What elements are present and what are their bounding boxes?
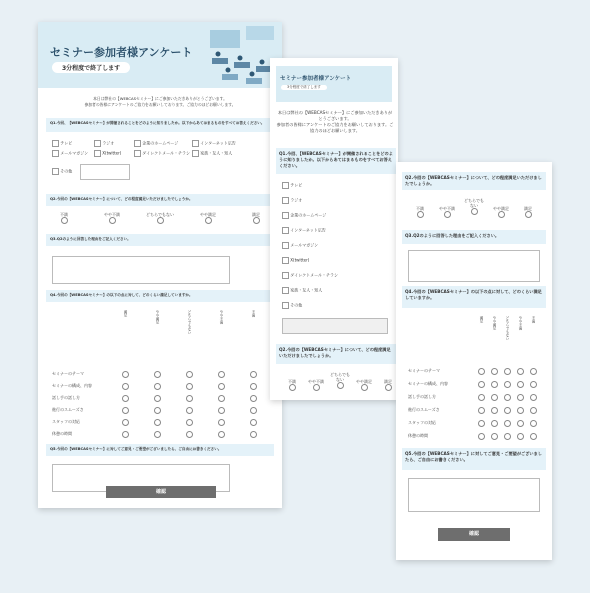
tablet-q2-scale (276, 372, 396, 396)
q4-radio-r3-c0[interactable] (122, 407, 129, 414)
tablet-q1-opt-5[interactable]: X(twitter) (282, 257, 309, 264)
q1-option-x[interactable]: X(twitter) (94, 150, 121, 157)
q4-row-3-label: 進行のスムーズさ (52, 407, 84, 412)
q2-opt-1[interactable]: やや不満 (112, 212, 124, 225)
mobile-q4-radio-r5-c4[interactable] (530, 433, 537, 440)
tablet-q2-heading: Q2.今回の【WEBCASセミナー】について、どの程度満足いただけましたでしょうか。 (276, 344, 396, 364)
mobile-q5-textarea[interactable] (408, 478, 540, 512)
mobile-q4-radio-r2-c0[interactable] (478, 394, 485, 401)
mobile-q3-heading: Q3.Q2のように回答した理由をご記入ください。 (402, 230, 546, 244)
q4-radio-r2-c4[interactable] (250, 395, 257, 402)
q1-heading: Q1.今回、【WEBCASセミナー】が開催されることをどのように知りましたか。以下からあてはまるものをすべてお答えください。 (46, 118, 274, 132)
mobile-q4-radio-r3-c3[interactable] (517, 407, 524, 414)
tablet-q2-opt-1[interactable]: やや不満 (316, 379, 328, 392)
q4-col-1: やや満足 (156, 310, 160, 324)
tablet-q2-opt-3[interactable]: やや満足 (364, 379, 376, 392)
q4-row-2-label: 話し手の話し方 (52, 395, 80, 400)
intro-text-1: 本日は弊社の【WEBCASセミナー】にご参加いただきありがとうございます。 (93, 96, 227, 101)
mobile-q4-radio-r4-c4[interactable] (530, 420, 537, 427)
q4-col-3: やや不満 (220, 310, 224, 324)
q4-radio-r1-c0[interactable] (122, 383, 129, 390)
mobile-q2-opt-4[interactable]: 満足 (528, 206, 536, 219)
mobile-q2-opt-2[interactable]: どちらでもない (474, 198, 485, 216)
mobile-q4-radio-r0-c4[interactable] (530, 368, 537, 375)
q4-row-5-label: 休憩の時間 (52, 431, 72, 436)
q2-opt-3[interactable]: やや満足 (208, 212, 220, 225)
q1-option-tv[interactable]: テレビ (52, 140, 72, 147)
mobile-q4-radio-r5-c1[interactable] (491, 433, 498, 440)
q4-radio-r2-c3[interactable] (218, 395, 225, 402)
q3-heading: Q3.Q2のように回答した理由をご記入ください。 (46, 234, 274, 246)
q4-radio-r2-c1[interactable] (154, 395, 161, 402)
mobile-q4-radio-r0-c1[interactable] (491, 368, 498, 375)
tablet-q1-opt-1[interactable]: ラジオ (282, 197, 302, 204)
tablet-q1-opt-7[interactable]: 家族・友人・知人 (282, 287, 322, 294)
mobile-q4-radio-r3-c2[interactable] (504, 407, 511, 414)
mobile-q5-heading: Q5.今回の【WEBCASセミナー】に対してご意見・ご要望がございましたら、ご自由にお書きください。 (402, 448, 546, 470)
mobile-q4-row-5: 休憩の時間 (408, 433, 428, 438)
mobile-q4-radio-r2-c4[interactable] (530, 394, 537, 401)
tablet-q1-other-input[interactable] (282, 318, 388, 334)
tablet-title: セミナー参加者様アンケート (280, 76, 352, 82)
q1-other-input[interactable] (80, 164, 130, 180)
tablet-q2-opt-2[interactable]: どちらでもない (340, 372, 351, 390)
q4-radio-r0-c3[interactable] (218, 371, 225, 378)
q2-opt-2[interactable]: どちらでもない (160, 212, 177, 225)
q3-textarea[interactable] (52, 256, 230, 284)
mobile-q4-radio-r5-c0[interactable] (478, 433, 485, 440)
q2-opt-4[interactable]: 満足 (256, 212, 264, 225)
tablet-q2-opt-0[interactable]: 不満 (292, 379, 300, 392)
mobile-q4-col-0: 満足 (480, 316, 484, 323)
q4-radio-r0-c2[interactable] (186, 371, 193, 378)
q4-col-0: 満足 (124, 310, 128, 317)
mobile-q4-radio-r4-c0[interactable] (478, 420, 485, 427)
q4-row-1-label: セミナーの構成、内容 (52, 383, 92, 388)
q4-radio-r5-c2[interactable] (186, 431, 193, 438)
q4-radio-r0-c4[interactable] (250, 371, 257, 378)
mobile-q2-opt-3[interactable]: やや満足 (501, 206, 513, 219)
q4-matrix (52, 308, 274, 436)
mobile-q4-radio-r4-c3[interactable] (517, 420, 524, 427)
tablet-subtitle: 3分程度で終了します (281, 85, 327, 90)
mobile-survey-panel (396, 162, 552, 560)
q1-option-dm[interactable]: ダイレクトメール・チラシ (134, 150, 190, 157)
survey-header (38, 22, 282, 88)
q4-radio-r0-c0[interactable] (122, 371, 129, 378)
mobile-q4-radio-r4-c2[interactable] (504, 420, 511, 427)
q4-radio-r4-c3[interactable] (218, 419, 225, 426)
mobile-q4-radio-r3-c1[interactable] (491, 407, 498, 414)
q4-radio-r2-c2[interactable] (186, 395, 193, 402)
q4-row-4-label: スタッフの対応 (52, 419, 80, 424)
q4-radio-r1-c2[interactable] (186, 383, 193, 390)
q4-radio-r1-c4[interactable] (250, 383, 257, 390)
q4-radio-r1-c1[interactable] (154, 383, 161, 390)
q2-opt-0[interactable]: 不満 (64, 212, 72, 225)
q4-radio-r5-c4[interactable] (250, 431, 257, 438)
mobile-q4-row-2: 話し手の話し方 (408, 394, 436, 399)
mobile-q4-col-4: 不満 (532, 316, 536, 323)
mobile-q4-radio-r0-c2[interactable] (504, 368, 511, 375)
tablet-q1-opt-0[interactable]: テレビ (282, 182, 302, 189)
mobile-q4-row-1: セミナーの構成、内容 (408, 381, 448, 386)
q4-radio-r3-c2[interactable] (186, 407, 193, 414)
mobile-q2-opt-0[interactable]: 不満 (420, 206, 428, 219)
q1-option-homepage[interactable]: 企業のホームページ (134, 140, 178, 147)
mobile-q2-opt-1[interactable]: やや不満 (447, 206, 459, 219)
intro-text-2: 参加者の皆様にアンケートのご協力をお願いしております。ご協力のほどお願いします。 (84, 102, 236, 107)
mobile-q4-radio-r1-c2[interactable] (504, 381, 511, 388)
q4-col-4: 不満 (252, 310, 256, 317)
q2-heading: Q2.今回の【WEBCASセミナー】について、どの程度満足いただけましたでしょうか。 (46, 194, 274, 206)
q5-heading: Q5.今回の【WEBCASセミナー】に対してご意見・ご要望がございましたら、ご自由にお書きください。 (46, 444, 274, 456)
tablet-q1-opt-2[interactable]: 企業のホームページ (282, 212, 326, 219)
mobile-q4-col-3: やや不満 (519, 316, 523, 330)
q4-radio-r1-c3[interactable] (218, 383, 225, 390)
q4-radio-r5-c3[interactable] (218, 431, 225, 438)
mobile-q4-radio-r1-c0[interactable] (478, 381, 485, 388)
q1-option-family[interactable]: 家族・友人・知人 (192, 150, 232, 157)
q4-radio-r3-c4[interactable] (250, 407, 257, 414)
mobile-q4-radio-r3-c0[interactable] (478, 407, 485, 414)
mobile-q2-heading: Q2.今回の【WEBCASセミナー】について、どの程度満足いただけましたでしょうか。 (402, 172, 546, 190)
mobile-q4-row-4: スタッフの対応 (408, 420, 436, 425)
mobile-q4-radio-r0-c3[interactable] (517, 368, 524, 375)
q4-radio-r5-c1[interactable] (154, 431, 161, 438)
mobile-q4-col-1: やや満足 (493, 316, 497, 330)
mobile-q4-radio-r1-c4[interactable] (530, 381, 537, 388)
tablet-q1-opt-4[interactable]: メールマガジン (282, 242, 318, 249)
mobile-q4-radio-r2-c2[interactable] (504, 394, 511, 401)
tablet-q1-heading: Q1.今回、【WEBCASセミナー】が開催されることをどのように知りましたか。以下からあてはまるものをすべてお答えください。 (276, 148, 396, 174)
tablet-q2-opt-4[interactable]: 満足 (388, 379, 396, 392)
mobile-q4-radio-r5-c3[interactable] (517, 433, 524, 440)
q4-heading: Q4.今回の【WEBCASセミナー】の以下の点に対して、どのくらい満足していますか。 (46, 290, 274, 302)
q4-radio-r5-c0[interactable] (122, 431, 129, 438)
mobile-q4-radio-r3-c4[interactable] (530, 407, 537, 414)
q1-option-internet-ad[interactable]: インターネット広告 (192, 140, 236, 147)
mobile-q4-row-0: セミナーのテーマ (408, 368, 440, 373)
q4-radio-r0-c1[interactable] (154, 371, 161, 378)
q4-radio-r4-c4[interactable] (250, 419, 257, 426)
tablet-q1-opt-3[interactable]: インターネット広告 (282, 227, 326, 234)
q4-col-2: どちらでもない (188, 310, 192, 335)
q2-scale (52, 212, 272, 232)
mobile-q2-scale (402, 198, 546, 222)
q4-radio-r3-c1[interactable] (154, 407, 161, 414)
tablet-q1-opt-6[interactable]: ダイレクトメール・チラシ (282, 272, 338, 279)
tablet-survey-panel (270, 58, 398, 400)
survey-title: セミナー参加者様アンケート (50, 46, 193, 59)
mobile-q4-radio-r1-c3[interactable] (517, 381, 524, 388)
q1-option-other[interactable]: その他 (52, 168, 72, 175)
tablet-q1-opt-8[interactable]: その他 (282, 302, 302, 309)
tablet-header (276, 66, 392, 102)
q4-radio-r4-c0[interactable] (122, 419, 129, 426)
mobile-q4-radio-r1-c1[interactable] (491, 381, 498, 388)
mobile-q4-heading: Q4.今回の【WEBCASセミナー】の以下の点に対して、どのくらい満足していますか。 (402, 286, 546, 308)
mobile-q4-matrix (408, 314, 546, 444)
confirm-button[interactable]: 確認 (106, 486, 216, 498)
mobile-q4-radio-r2-c1[interactable] (491, 394, 498, 401)
desktop-survey-panel (38, 22, 282, 508)
mobile-q4-radio-r0-c0[interactable] (478, 368, 485, 375)
q4-row-0-label: セミナーのテーマ (52, 371, 84, 376)
q1-option-mailmag[interactable]: メールマガジン (52, 150, 88, 157)
q4-radio-r4-c2[interactable] (186, 419, 193, 426)
mobile-q4-col-2: どちらでもない (506, 316, 510, 341)
survey-subtitle: 3分程度で終了します (52, 62, 130, 73)
q4-radio-r2-c0[interactable] (122, 395, 129, 402)
q4-radio-r4-c1[interactable] (154, 419, 161, 426)
mobile-q4-row-3: 進行のスムーズさ (408, 407, 440, 412)
q4-radio-r3-c3[interactable] (218, 407, 225, 414)
tablet-intro: 本日は弊社の【WEBCASセミナー】にご参加いただきありがとうございます。 参加者の皆様にアンケートのご協力をお願いしております。ご協力のほどお願いします。 (276, 110, 394, 133)
mobile-confirm-button[interactable]: 確認 (438, 528, 510, 541)
mobile-q4-radio-r2-c3[interactable] (517, 394, 524, 401)
mobile-q4-radio-r5-c2[interactable] (504, 433, 511, 440)
mobile-q3-textarea[interactable] (408, 250, 540, 282)
q1-option-radio[interactable]: ラジオ (94, 140, 114, 147)
mobile-q4-radio-r4-c1[interactable] (491, 420, 498, 427)
